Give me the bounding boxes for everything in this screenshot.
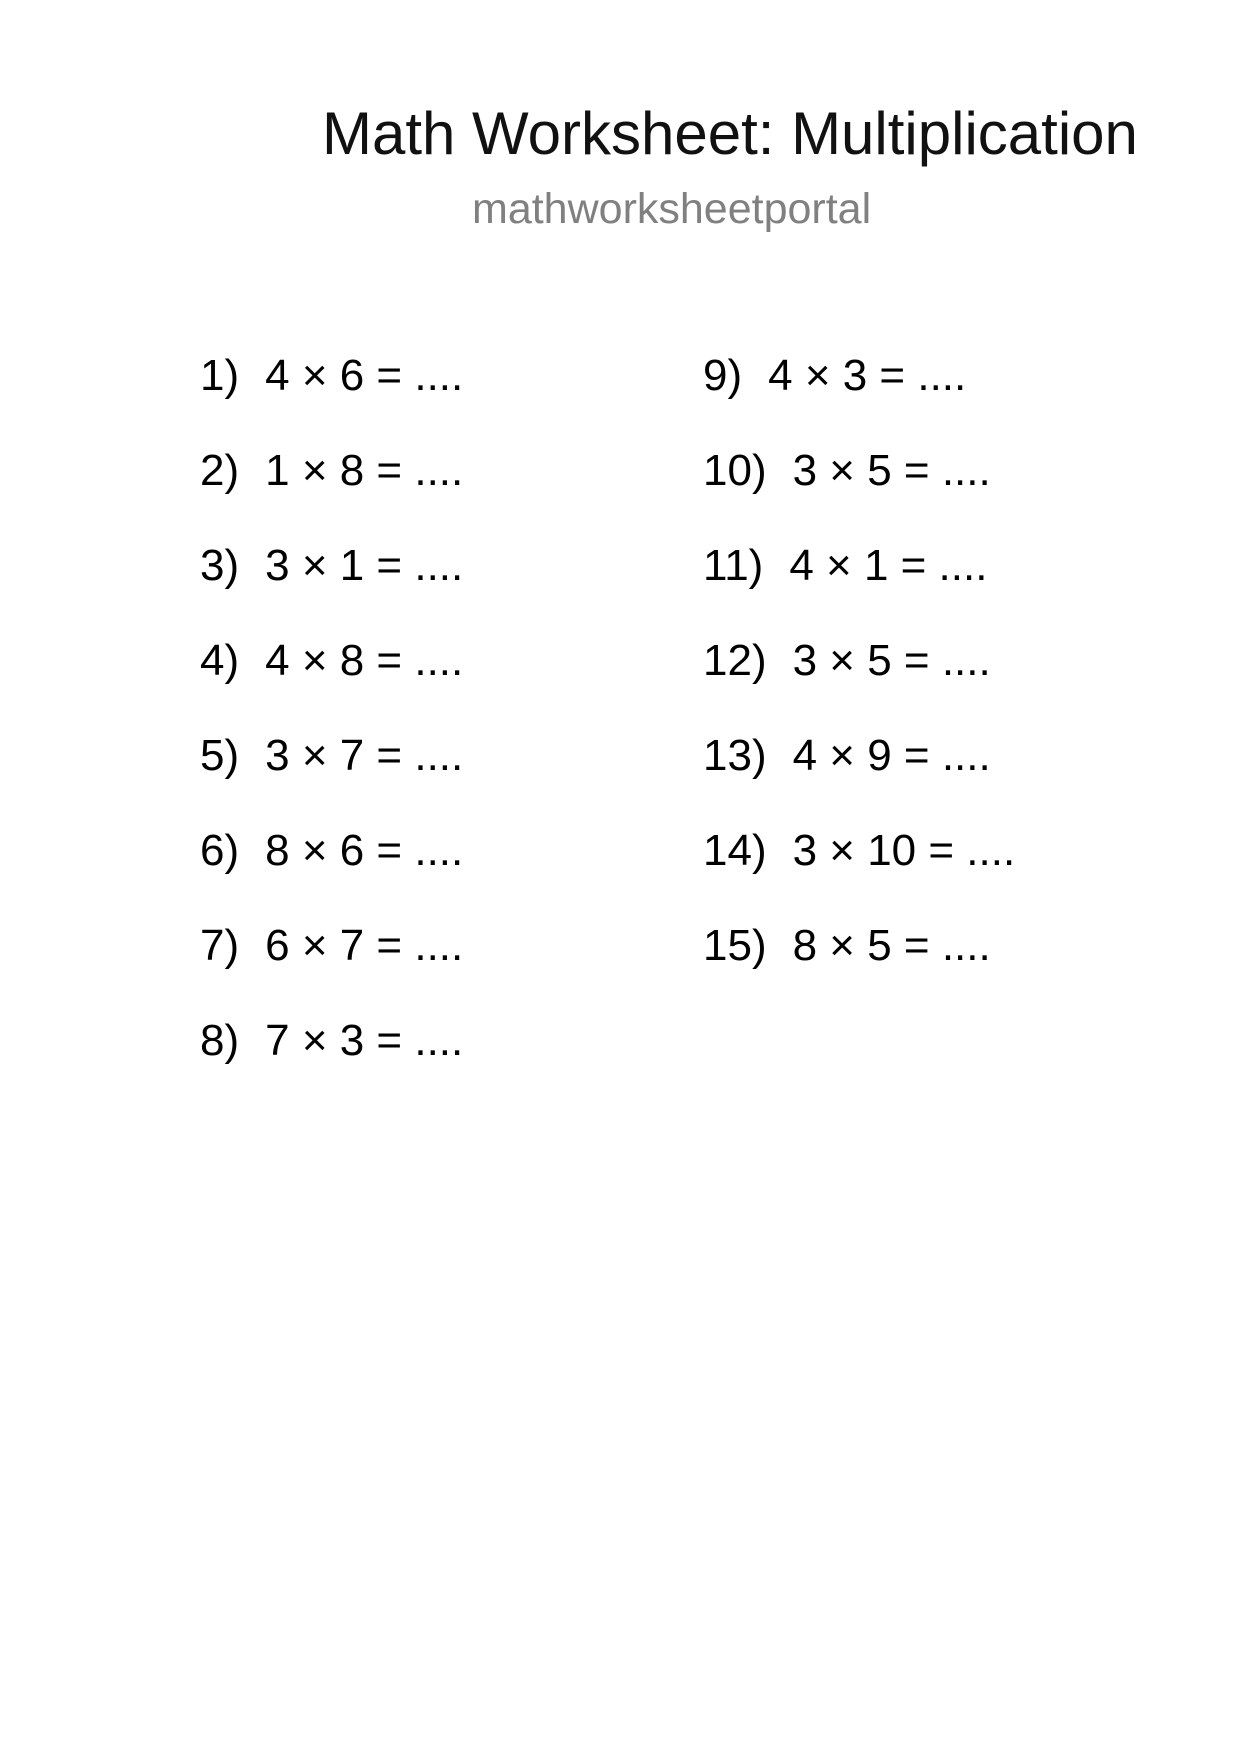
problem-number: 9) xyxy=(703,351,743,400)
problem-expression: 3 × 7 = .... xyxy=(265,731,464,780)
problem-expression: 4 × 9 = .... xyxy=(792,731,991,780)
problem-item xyxy=(703,348,1015,443)
problem-expression: 3 × 5 = .... xyxy=(792,446,991,495)
problem-number: 1) xyxy=(200,351,240,400)
problem-number: 10) xyxy=(703,446,767,495)
problem-number: 2) xyxy=(200,446,240,495)
problem-item xyxy=(200,348,463,443)
problem-expression: 4 × 6 = .... xyxy=(265,351,464,400)
problem-item xyxy=(200,538,463,633)
problem-expression: 4 × 8 = .... xyxy=(265,636,464,685)
problem-item xyxy=(200,918,463,1013)
problem-number: 14) xyxy=(703,826,767,875)
problems-column-left xyxy=(200,348,463,1108)
problem-number: 4) xyxy=(200,636,240,685)
problem-number: 5) xyxy=(200,731,240,780)
problem-number: 8) xyxy=(200,1016,240,1065)
problem-number: 15) xyxy=(703,921,767,970)
problem-expression: 4 × 3 = .... xyxy=(768,351,967,400)
problem-item xyxy=(703,633,1015,728)
problem-expression: 3 × 5 = .... xyxy=(792,636,991,685)
problem-item xyxy=(200,728,463,823)
problem-item xyxy=(703,443,1015,538)
problem-expression: 8 × 6 = .... xyxy=(265,826,464,875)
problem-expression: 6 × 7 = .... xyxy=(265,921,464,970)
problem-item xyxy=(703,728,1015,823)
problem-item xyxy=(200,633,463,728)
problem-number: 6) xyxy=(200,826,240,875)
problem-expression: 4 × 1 = .... xyxy=(789,541,988,590)
problems-column-right xyxy=(703,348,1015,1013)
problem-item xyxy=(703,538,1015,633)
problem-item xyxy=(703,823,1015,918)
problem-expression: 1 × 8 = .... xyxy=(265,446,464,495)
problem-expression: 7 × 3 = .... xyxy=(265,1016,464,1065)
problem-expression: 3 × 10 = .... xyxy=(792,826,1016,875)
problem-number: 13) xyxy=(703,731,767,780)
problem-item xyxy=(200,1013,463,1108)
problem-number: 7) xyxy=(200,921,240,970)
problem-item xyxy=(703,918,1015,1013)
problem-expression: 3 × 1 = .... xyxy=(265,541,464,590)
worksheet-subtitle: mathworksheetportal xyxy=(472,185,872,233)
problem-item xyxy=(200,823,463,918)
worksheet-title: Math Worksheet: Multiplication xyxy=(322,100,1138,167)
problem-number: 3) xyxy=(200,541,240,590)
problem-number: 11) xyxy=(703,541,764,590)
problem-expression: 8 × 5 = .... xyxy=(792,921,991,970)
problem-number: 12) xyxy=(703,636,767,685)
problem-item xyxy=(200,443,463,538)
